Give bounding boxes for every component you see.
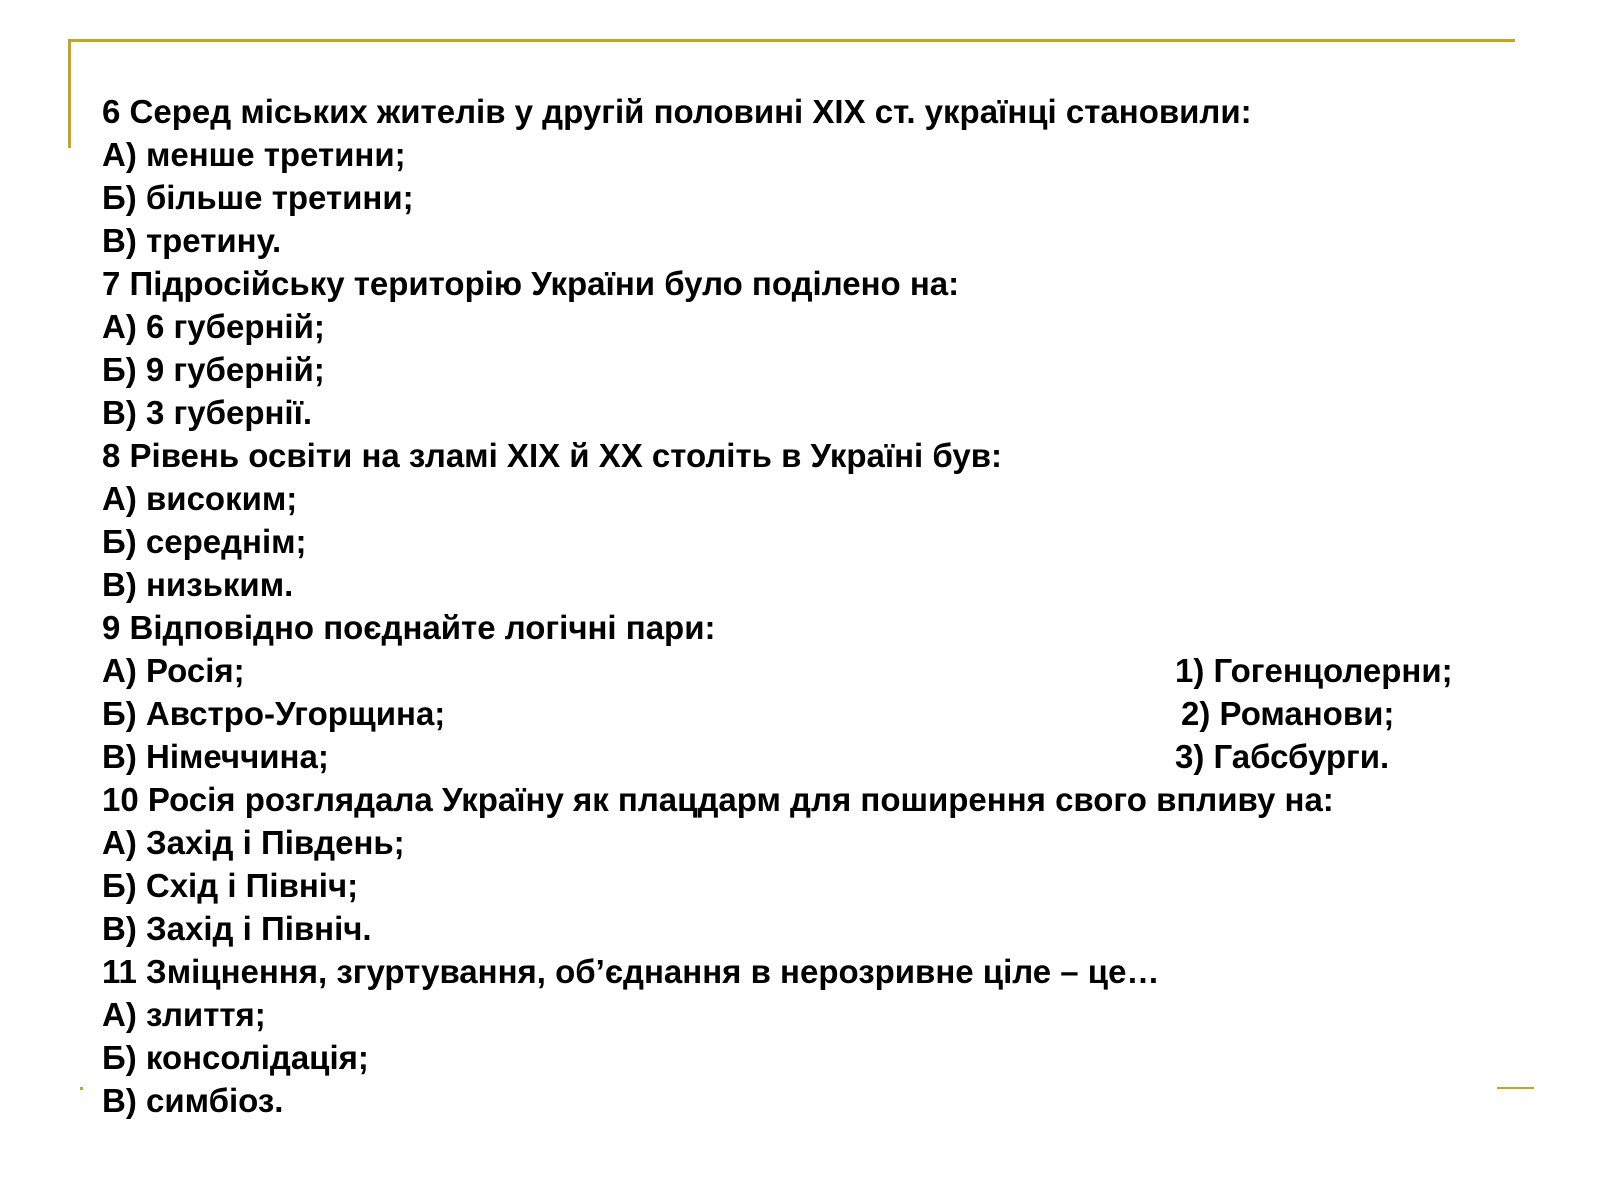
q9-pair-left-a: А) Росія; — [102, 652, 245, 689]
q6-option-b: Б) більше третини; — [102, 179, 414, 216]
q7-option-c: В) 3 губернії. — [102, 394, 313, 431]
question-8: 8 Рівень освіти на зламі ХІХ й ХХ століть в Україні був: — [102, 437, 1002, 474]
question-11: 11 Зміцнення, згуртування, об’єднання в нерозривне ціле – це… — [102, 953, 1160, 990]
q9-pair-right-2: 2) Романови; — [1181, 695, 1395, 732]
question-6: 6 Серед міських жителів у другій половині ХІХ ст. українці становили: — [102, 93, 1252, 130]
q11-option-a: А) злиття; — [102, 996, 266, 1033]
q8-option-c: В) низьким. — [102, 566, 294, 603]
q9-pair-row-1 — [102, 649, 1502, 692]
accent-dot — [80, 1087, 83, 1090]
q8-option-b: Б) середнім; — [102, 523, 307, 560]
quiz-content — [102, 90, 1502, 1122]
q8-option-a: А) високим; — [102, 480, 298, 517]
q9-pair-right-3: 3) Габсбурги. — [1175, 738, 1390, 775]
question-9: 9 Відповідно поєднайте логічні пари: — [102, 609, 716, 646]
accent-line-bottom-right — [1497, 1087, 1534, 1089]
q7-option-a: А) 6 губерній; — [102, 308, 325, 345]
q6-option-c: В) третину. — [102, 222, 282, 259]
q9-pair-row-2 — [102, 692, 1502, 735]
question-10: 10 Росія розглядала Україну як плацдарм для поширення свого впливу на: — [102, 781, 1334, 818]
q6-option-a: А) менше третини; — [102, 136, 406, 173]
q10-option-a: А) Захід і Південь; — [102, 824, 405, 861]
q11-option-c: В) симбіоз. — [102, 1082, 284, 1119]
q7-option-b: Б) 9 губерній; — [102, 351, 325, 388]
question-7: 7 Підросійську територію України було поділено на: — [102, 265, 960, 302]
q9-pair-left-c: В) Німеччина; — [102, 738, 329, 775]
q9-pair-left-b: Б) Австро-Угорщина; — [102, 695, 446, 732]
q10-option-b: Б) Схід і Північ; — [102, 867, 359, 904]
q9-pair-row-3 — [102, 735, 1502, 778]
accent-line-top — [68, 39, 1515, 42]
q11-option-b: Б) консолідація; — [102, 1039, 369, 1076]
q10-option-c: В) Захід і Північ. — [102, 910, 372, 947]
accent-line-left — [68, 39, 71, 148]
q9-pair-right-1: 1) Гогенцолерни; — [1175, 652, 1453, 689]
